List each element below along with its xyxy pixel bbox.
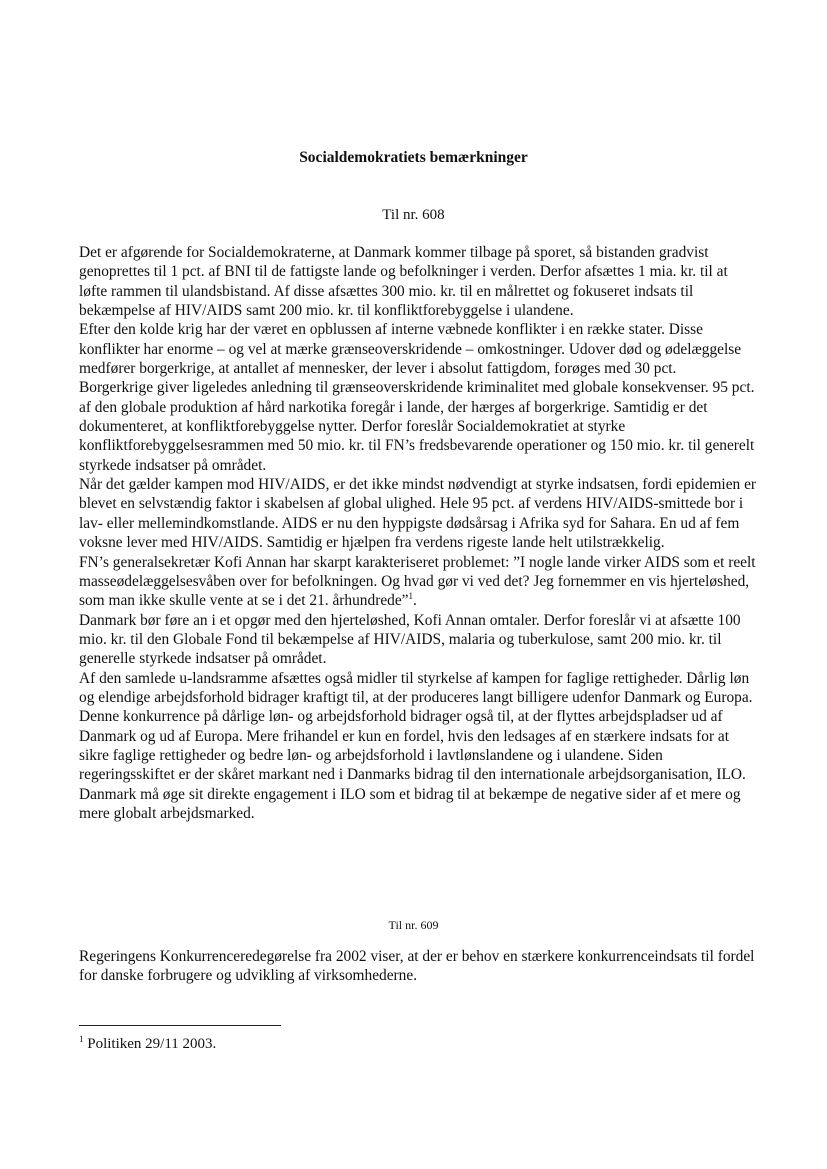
section-608-body bbox=[79, 243, 757, 823]
footnote-text: Politiken 29/11 2003. bbox=[87, 1036, 217, 1052]
paragraph: Efter den kolde krig har der været en opblussen af interne væbnede konflikter i en række stater. Disse konflikter har enorme – og vel at mærke grænseoverskridende – omkostninger. Udover død og ødelæggelse medfører borgerkrige, at antallet af mennesker, der lever i absolut fattigdom, forøges med 30 pct. bbox=[79, 321, 742, 378]
paragraph: Af den samlede u-landsramme afsættes også midler til styrkelse af kampen for faglige rettigheder. Dårlig løn og elendige arbejdsforhold bidrager kraftigt til, at der produceres langt billigere udenfor Danmark og Europa. Denne konkurrence på dårlige løn- og arbejdsforhold bidrager også til, at der flyttes arbejdspladser ud af Danmark og ud af Europa. Mere frihandel er kun en fordel, hvis den ledsages af en stærkere indsats for at sikre faglige rettigheder og bedre løn- og arbejdsforhold i lavtlønslandene og i ulandene. Siden regeringsskiftet er der skåret markant ned i Danmarks bidrag til den internationale arbejdsorganisation, ILO. Danmark må øge sit direkte engagement i ILO som et bidrag til at bekæmpe de negative sider af et mere og mere globalt arbejdsmarked. bbox=[79, 669, 753, 822]
footnote-reference[interactable]: 1 bbox=[408, 591, 414, 602]
page-title: Socialdemokratiets bemærkninger bbox=[299, 149, 528, 166]
quote-text: FN’s generalsekretær Kofi Annan har skarpt karakteriseret problemet: ”I nogle lande virker AIDS som et reelt masseødelæggelsesvåben over for befolkningen. Og hvad gør vi ved det? Jeg fornemmer en vis hjerteløshed, som man ikke skulle vente at se i det 21. århundrede” bbox=[79, 553, 756, 610]
section-heading-608: Til nr. 608 bbox=[382, 207, 445, 223]
footnote-separator bbox=[79, 1025, 281, 1026]
paragraph: Regeringens Konkurrenceredegørelse fra 2002 viser, at der er behov en stærkere konkurrenceindsats til fordel for danske forbrugere og udvikling af virksomhederne. bbox=[79, 948, 755, 985]
paragraph: Danmark bør føre an i et opgør med den hjerteløshed, Kofi Annan omtaler. Derfor foreslår vi at afsætte 100 mio. kr. til den Globale Fond til bekæmpelse af HIV/AIDS, malaria og tuberkulose, samt 200 mio. kr. til generelle styrkede indsatser på området. bbox=[79, 611, 741, 668]
footnote-marker: 1 bbox=[79, 1034, 84, 1044]
paragraph: Det er afgørende for Socialdemokraterne, at Danmark kommer tilbage på sporet, så bistanden gradvist genoprettes til 1 pct. af BNI til de fattigste lande og befolkninger i verden. Derfor afsættes 1 mia. kr. til at løfte rammen til ulandsbistand. Af disse afsættes 300 mio. kr. til en målrettet og fokuseret indsats til bekæmpelse af HIV/AIDS samt 200 mio. kr. til konfliktforebyggelse i ulandene. bbox=[79, 244, 728, 320]
quote-paragraph bbox=[79, 553, 757, 611]
quote-end: . bbox=[413, 592, 417, 610]
paragraph: Borgerkrige giver ligeledes anledning til grænseoverskridende kriminalitet med globale konsekvenser. 95 pct. af den globale produktion af hård narkotika foregår i lande, der hærges af borgerkrige. Samtidig er det dokumenteret, at konfliktforebyggelse nytter. Derfor foreslår Socialdemokratiet at styrke konfliktforebyggelsesrammen med 50 mio. kr. til FN’s fredsbevarende operationer og 150 mio. kr. til generelt styrkede indsatser på området. bbox=[79, 379, 755, 474]
paragraph: Når det gælder kampen mod HIV/AIDS, er det ikke mindst nødvendigt at styrke indsatsen, fordi epidemien er blevet en selvstændig faktor i skabelsen af global ulighed. Hele 95 pct. af verdens HIV/AIDS-smittede bor i lav- eller mellemindkomstlande. AIDS er nu den hyppigste dødsårsag i Afrika syd for Sahara. En ud af fem voksne lever med HIV/AIDS. Samtidig er hjælpen fra verdens rigeste lande helt utilstrækkelig. bbox=[79, 476, 757, 552]
section-609-body bbox=[79, 947, 757, 986]
section-heading-609: Til nr. 609 bbox=[388, 918, 439, 932]
footnote bbox=[79, 1036, 216, 1053]
